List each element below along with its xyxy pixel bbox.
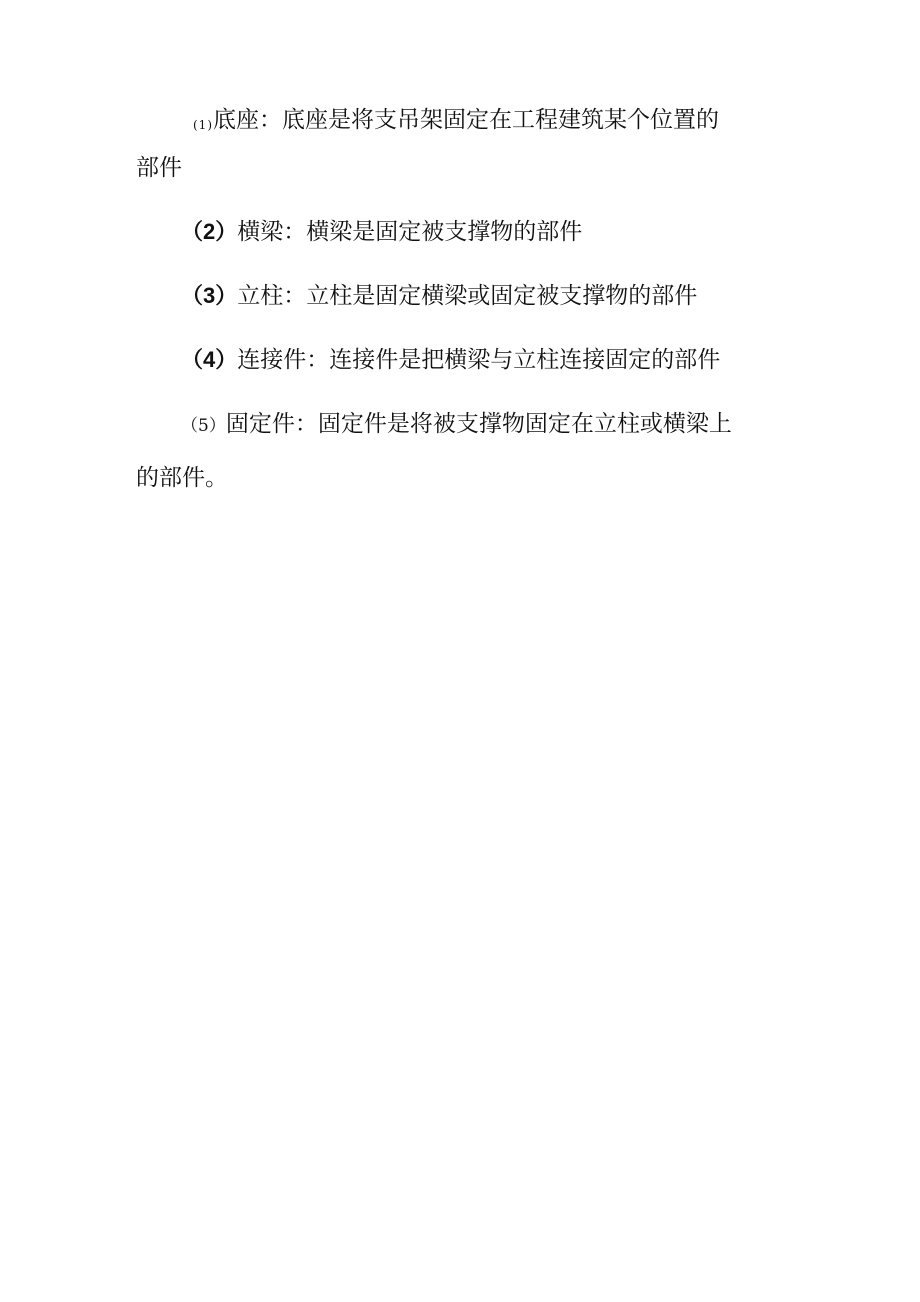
item-4-index: （4） (181, 347, 238, 372)
item-5-line-2 (136, 459, 228, 492)
item-2-text: 横梁：横梁是固定被支撑物的部件 (237, 219, 583, 245)
item-3-text: 立柱：立柱是固定横梁或固定被支撑物的部件 (237, 283, 698, 309)
item-2-index: （2） (181, 219, 238, 244)
item-1-line-2 (136, 149, 182, 182)
item-5-text-line-2: 的部件。 (136, 465, 228, 491)
item-3-index: （3） (181, 283, 238, 308)
item-4-line (181, 341, 720, 374)
item-1-text-line-2: 部件 (136, 155, 182, 181)
item-5-line-1 (181, 405, 732, 438)
item-5-text-line-1: 固定件：固定件是将被支撑物固定在立柱或横梁上 (225, 411, 732, 437)
item-5-index: （5） (181, 416, 226, 436)
item-1-line-1 (193, 101, 719, 134)
item-1-index: (1) (193, 118, 213, 132)
item-1-text-line-1: 底座：底座是将支吊架固定在工程建筑某个位置的 (213, 107, 719, 133)
item-2-line (181, 213, 582, 246)
item-4-text: 连接件：连接件是把横梁与立柱连接固定的部件 (237, 347, 721, 373)
item-3-line (181, 277, 697, 310)
